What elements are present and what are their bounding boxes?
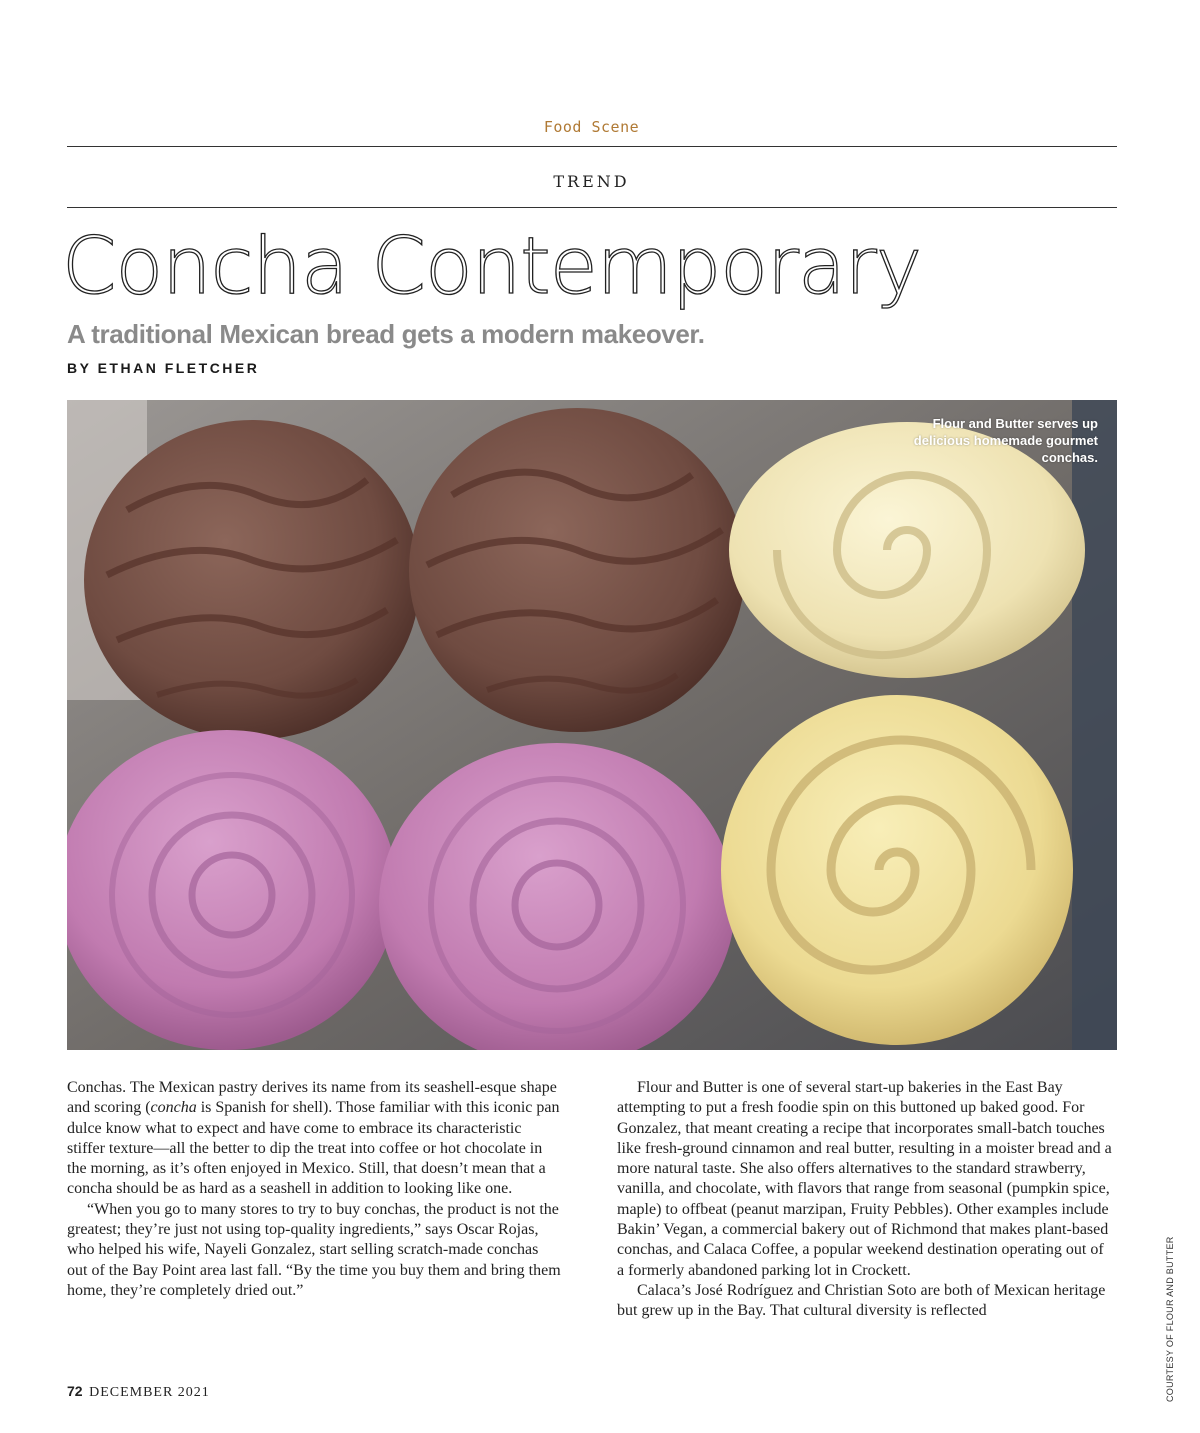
photo-credit bbox=[1163, 1192, 1177, 1402]
concha-photo bbox=[67, 400, 1117, 1050]
concha-pink-1 bbox=[67, 730, 397, 1050]
section-label: Food Scene bbox=[543, 118, 640, 136]
paragraph-2: “When you go to many stores to try to buy conchas, the product is not the greatest; they’re just not using top-quality ingredients,” says Oscar Rojas, who helped his wife, Nayeli Gonzalez, start selling scratch-made conchas out of the Bay Point area last fall. “By the time you buy them and bring them home, they’re completely dried out.” bbox=[67, 1200, 561, 1299]
concha-chocolate-2 bbox=[409, 408, 745, 732]
issue-date: DECEMBER 2021 bbox=[89, 1385, 210, 1400]
body-column-1 bbox=[67, 1078, 562, 1301]
kicker-rule bbox=[67, 207, 1117, 208]
photo-caption: Flour and Butter serves up delicious homemade gourmet conchas. bbox=[913, 416, 1098, 465]
photo-credit-text: COURTESY OF FLOUR AND BUTTER bbox=[1165, 1236, 1175, 1402]
page-number: 72 bbox=[67, 1383, 83, 1399]
deck: A traditional Mexican bread gets a modern makeover. bbox=[67, 319, 705, 349]
top-rule bbox=[67, 146, 1117, 147]
paragraph-3: Flour and Butter is one of several start-up bakeries in the East Bay attempting to put a fresh foodie spin on this buttoned up baked good. For Gonzalez, that meant creating a recipe that incorporates small-batch touches like fresh-ground cinnamon and real butter, resulting in a moister bread and a more natural taste. She also offers alternatives to the standard strawberry, vanilla, and chocolate, with flavors that range from seasonal (pumpkin spice, maple) to offbeat (peanut marzipan, Fruity Pebbles). Other examples include Bakin’ Vegan, a commercial bakery out of Richmond that makes plant-based conchas, and Calaca Coffee, a popular weekend destination operating out of a formerly abandoned parking lot in Crockett. bbox=[617, 1079, 1112, 1279]
tray-edge bbox=[1072, 400, 1117, 1050]
headline: Concha Contemporary bbox=[62, 222, 922, 312]
paragraph-4: Calaca’s José Rodríguez and Christian Soto are both of Mexican heritage but grew up in the Bay. That cultural diversity is reflected bbox=[617, 1281, 1106, 1320]
conchas-illustration bbox=[67, 400, 1117, 1050]
folio bbox=[67, 1383, 210, 1401]
concha-vanilla-2 bbox=[721, 695, 1073, 1045]
paragraph-1-end: is Spanish for shell). Those familiar with this iconic pan dulce know what to expect and have come to embrace its characteristic stiffer texture—all the better to dip the treat into coffee or hot chocolate in the morning, as it’s often enjoyed in Mexico. Still, that doesn’t mean that a concha should be as hard as a seashell in addition to looking like one. bbox=[67, 1099, 560, 1198]
paragraph-1-start: Conchas. The Mexican pastry derives its name from its seashell-esque shape and scoring ( bbox=[67, 1079, 557, 1117]
concha-chocolate-1 bbox=[84, 420, 420, 740]
paragraph-1-italic: concha bbox=[150, 1099, 197, 1117]
body-column-2 bbox=[617, 1078, 1112, 1322]
paragraph-1 bbox=[67, 1078, 562, 1200]
kicker: TREND bbox=[553, 172, 630, 191]
byline: BY ETHAN FLETCHER bbox=[67, 360, 260, 376]
